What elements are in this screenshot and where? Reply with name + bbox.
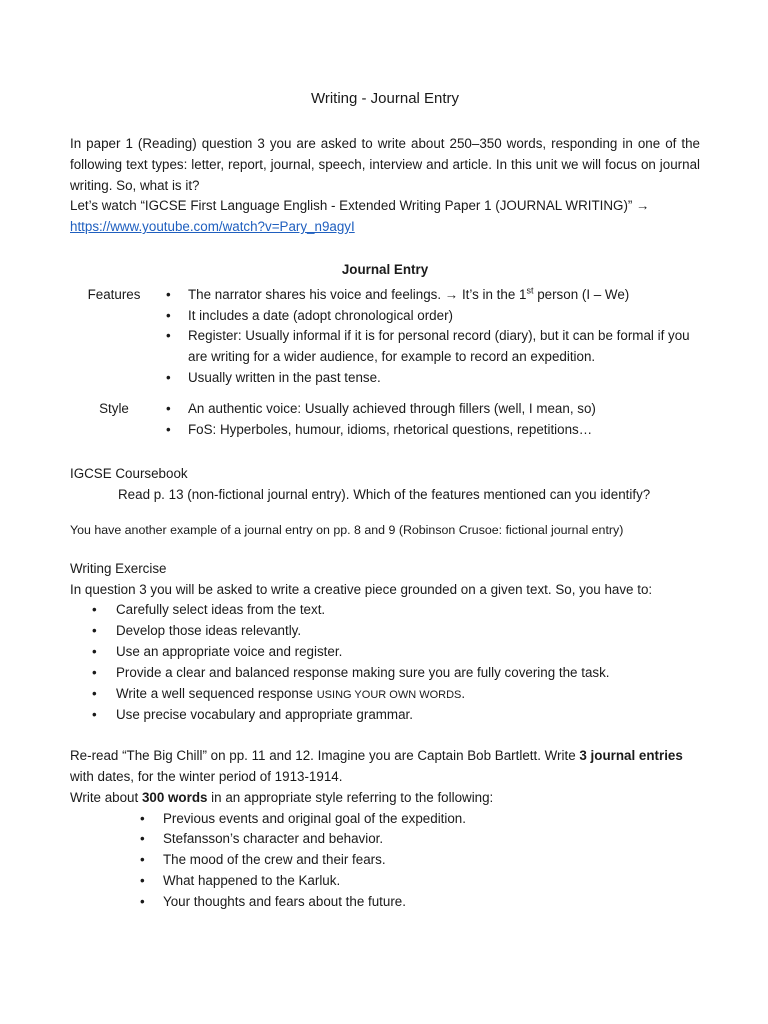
task-line-2 — [70, 788, 700, 809]
task-text: with dates, for the winter period of 1913-1914. — [70, 768, 343, 784]
intro-paragraph: In paper 1 (Reading) question 3 you are asked to write about 250–350 words, responding in one of the following text types: letter, report, journal, speech, interview and article. In this unit we will focus on journal writing. So, what is it? — [70, 136, 700, 193]
list-item: • Provide a clear and balanced response making sure you are fully covering the task. — [70, 663, 700, 684]
list-item: • Use precise vocabulary and appropriate grammar. — [70, 705, 700, 726]
journal-entry-heading: Journal Entry — [341, 261, 429, 277]
coursebook-heading: IGCSE Coursebook — [70, 466, 188, 482]
task-bold: 300 words — [141, 789, 208, 805]
list-item: • FoS: Hyperboles, humour, idioms, rhetorical questions, repetitions… — [158, 420, 700, 441]
youtube-link[interactable]: https://www.youtube.com/watch?v=Pary_n9agyI — [70, 219, 355, 235]
list-item: • It includes a date (adopt chronological order) — [158, 306, 700, 327]
task-line-1 — [70, 746, 700, 788]
arrow-right-icon: → — [444, 286, 459, 302]
arrow-right-icon: → — [636, 198, 650, 214]
list-item: • An authentic voice: Usually achieved through fillers (well, I mean, so) — [158, 399, 700, 420]
page-title: Writing - Journal Entry — [310, 90, 460, 107]
style-list — [158, 399, 700, 441]
list-item: • Register: Usually informal if it is for personal record (diary), but it can be formal if you are writing for a wider audience, for example to record an expedition. — [158, 326, 700, 368]
list-item: • Use an appropriate voice and register. — [70, 642, 700, 663]
item-emphasis: USING YOUR OWN WORDS — [316, 688, 462, 701]
style-label: Style — [99, 400, 129, 416]
features-label: Features — [87, 286, 141, 302]
list-item — [158, 285, 700, 306]
video-link-line — [70, 217, 700, 238]
feature-text: person (I – We) — [537, 286, 630, 302]
feature-text: It’s in the 1 — [461, 286, 527, 302]
coursebook-note: You have another example of a journal entry on pp. 8 and 9 (Robinson Crusoe: fictional journal entry) — [70, 522, 624, 537]
exercise-intro: In question 3 you will be asked to write a creative piece grounded on a given text. So, you have to: — [70, 581, 653, 597]
watch-line — [70, 196, 700, 217]
task-text: in an appropriate style referring to the following: — [207, 789, 494, 805]
item-text: . — [461, 685, 466, 701]
style-block — [70, 399, 700, 441]
list-item: • Develop those ideas relevantly. — [70, 621, 700, 642]
feature-text: The narrator shares his voice and feelings. — [188, 286, 442, 302]
exercise-heading: Writing Exercise — [70, 560, 167, 576]
list-item: • What happened to the Karluk. — [70, 871, 700, 892]
task-text: Re-read “The Big Chill” on pp. 11 and 12. Imagine you are Captain Bob Bartlett. Write — [70, 748, 580, 764]
item-text: Write a well sequenced response — [116, 685, 317, 701]
document-page — [70, 88, 700, 913]
features-block — [70, 285, 700, 389]
task-bold: 3 journal entries — [579, 748, 683, 764]
list-item: • Your thoughts and fears about the future. — [70, 892, 700, 913]
coursebook-instruction: Read p. 13 (non-fictional journal entry). Which of the features mentioned can you identify? — [118, 487, 651, 503]
watch-text: Let’s watch “IGCSE First Language English - Extended Writing Paper 1 (JOURNAL WRITING)” — [70, 198, 633, 214]
superscript: st — [526, 285, 534, 296]
list-item: • Carefully select ideas from the text. — [70, 600, 700, 621]
list-item: • Usually written in the past tense. — [158, 368, 700, 389]
features-list — [158, 285, 700, 389]
list-item: • Previous events and original goal of the expedition. — [70, 809, 700, 830]
list-item — [70, 684, 700, 706]
list-item: • Stefansson’s character and behavior. — [70, 829, 700, 850]
exercise-list — [70, 600, 700, 726]
task-list — [70, 809, 700, 913]
task-text: Write about — [70, 789, 142, 805]
list-item: • The mood of the crew and their fears. — [70, 850, 700, 871]
